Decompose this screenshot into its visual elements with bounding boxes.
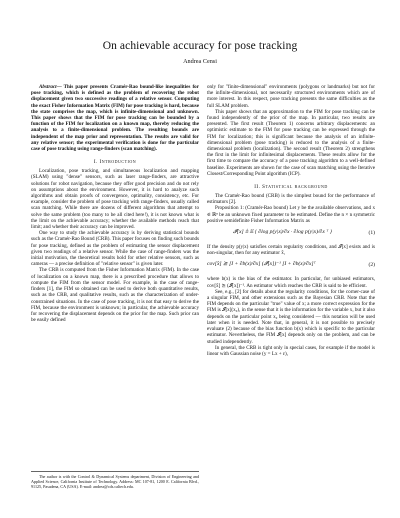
intro-paragraph-3: The CRB is computed from the Fisher Information Matrix (FIM). In the case of localization on a known map, there is a prescribed procedure that allows to compute the FIM from the sensor model. For example, in the case of range-finders [1], the FIM so obtained can be used to derive both quantitative results, such as the CRB, and qualitative results, such as the characterization of under-constrained situations. In the case of pose tracking, it is not that easy to derive the FIM, because the environment is unknown; in particular, the achievable accuracy for recovering the displacement depends on the prior for the map. Such prior can be easily defined xyxy=(31,267,199,324)
abstract-label: Abstract xyxy=(39,84,57,90)
equation-1 xyxy=(207,227,375,241)
background-paragraph-3: where b(x) is the bias of the estimator. In particular, for unbiased estimators, cov[x̂] ⪰ (𝓘[x])⁻¹. An estimator which reaches the CRB is said to be efficient. xyxy=(207,276,375,289)
intro-paragraph-2: One way to study the achievable accuracy is by deriving statistical bounds such as the Cramér-Rao Bound (CRB). This paper focuses on finding such bounds for pose tracking, defined as the problem of estimating the sensor displacement given two readings of a relative sensor. While the case of range-finders was the initial motivation, the theoretical results hold for other relative sensors, such as cameras — a precise definition of "relative sensor" is given later. xyxy=(31,230,200,268)
section-2-heading: II. Statistical background xyxy=(254,184,328,191)
equation-2 xyxy=(207,259,375,273)
abstract-text: — This paper presents Cramér-Rao bound-like inequalities for pose tracking, which is defined as the problem of recovering the robot displacement given two successive readings of a relative sensor. Computing the exact Fisher Information Matrix (FIM) for pose tracking is hard, because the state comprises the map, which is infinite-dimensional and unknown. This paper shows that the FIM for pose tracking can be bounded by a function of the FIM for localization on a known map, thereby reducing the analysis to a finite-dimensional problem. The resulting bounds are independent of the map prior and representation. The results are valid for any relative sensor; the experimental verification is done for the particular case of pose tracking using range-finders (scan matching). xyxy=(31,84,199,153)
proposition-1: Proposition 1: (Cramér-Rao bound) Let y be the available observations, and x ∈ ℝⁿ be an unknown fixed parameter to be estimated. Define the n × n symmetric positive semidefinite Fisher Information Matrix as xyxy=(207,205,375,224)
right-paragraph-2: This paper shows that an approximation to the FIM for pose tracking can be found independently of the prior of the map. In particular, two results are presented. The first result (Theorem 1) concerns arbitrary displacements: an optimistic estimate to the FIM for pose tracking can be expressed through the FIM for localization; this is significant because the analysis of an infinite-dimensional problem (pose tracking) is reduced to the analysis of a finite-dimensional problem (localization). The second result (Theorem 2) strengthens the first in the limit for infinitesimal displacements. These results allow for the first time to compare the accuracy of a pose tracking algorithm to a well-defined baseline. Experiments are shown for the case of scan matching using the Iterative Closest/Corresponding Point algorithm (ICP). xyxy=(207,108,375,177)
footnote-text: The author is with the Control & Dynamical Systems department, Division of Engineering and Applied Science, California Institute of Technology. Address: MC 107-81, 1200 E. California Blvd., 91125, Pasadena, CA (USA). E-mail: andrea@cds.caltech.edu. xyxy=(31,474,199,489)
background-paragraph-5: In general, the CRB is tight only in special cases, for example if the model is linear with Gaussian noise (y = Lx + ε), xyxy=(207,344,375,357)
background-paragraph-2: If the density p(y|x) satisfies certain regularity conditions, and 𝓘[x] exists and is non-singular, then for any estimator x̂, xyxy=(207,244,375,257)
background-paragraph-4: See, e.g., [2] for details about the regularity conditions, for the corner-case of a singular FIM, and other extensions such as the Bayesian CRB. Note that the FIM depends on the particular "true" value of x; a more correct expression for the FIM is 𝓘[x](x₀), in the sense that it is the information for the variable x, but it also depends on the particular point x₀ being considered — this notation will be used later when it is needed. Note that, in general, it is not possible to precisely evaluate (2) because of the bias function b(x) which is specific to the particular estimator. Nevertheless, the FIM 𝓘[x] depends only on the problem, and can be studied independently. xyxy=(207,288,375,345)
equation-2-body: cov[x̂] ⪰ [I + ∂b(x)/∂x] (𝓘[x])⁻¹ [I + ∂b(x)/∂x]ᵀ xyxy=(207,261,316,268)
right-column xyxy=(207,84,375,357)
paper-title: On achievable accuracy for pose tracking xyxy=(102,40,298,52)
abstract xyxy=(31,84,199,152)
background-paragraph-1: The Cramér-Rao bound (CRB) is the simplest bound for the performance of estimators [2]. xyxy=(207,193,375,206)
equation-1-number: (1) xyxy=(368,230,375,237)
right-paragraph-1: only for "finite-dimensional" environments (polygons or landmarks) but not for the infinite-dimensional, not necessarily structured environments which are of more interest. In this respect, pose tracking presents the same difficulties as the full SLAM problem. xyxy=(207,84,375,109)
paper-author: Andrea Censi xyxy=(183,58,217,65)
section-1-heading: I. Introduction xyxy=(93,159,137,166)
footnote xyxy=(31,471,199,489)
intro-paragraph-1: Localization, pose tracking, and simultaneous localization and mapping (SLAM) using "dense" sensors, such as laser range-finders, are attractive solutions for robot navigation, because they offer good precision and do not rely on assumptions about the environment. However, it is hard to analyze such algorithms and obtain proofs of convergence, optimality, consistency, etc. For example, consider the problem of pose tracking with range-finders, usually called scan matching. While there are dozens of different algorithms that attempt to solve the same problem (too many to be all cited here!), it is not known what is the limit on the achievable accuracy; whether the available methods reach that limit; and whether their accuracy can be improved. xyxy=(31,168,199,231)
equation-1-body: 𝓘[x] ≜ 𝔼 { ∂log p(y|x)/∂x · ∂log p(y|x)/∂x ᵀ } xyxy=(233,229,332,236)
left-column xyxy=(31,84,199,323)
equation-2-number: (2) xyxy=(368,262,375,269)
